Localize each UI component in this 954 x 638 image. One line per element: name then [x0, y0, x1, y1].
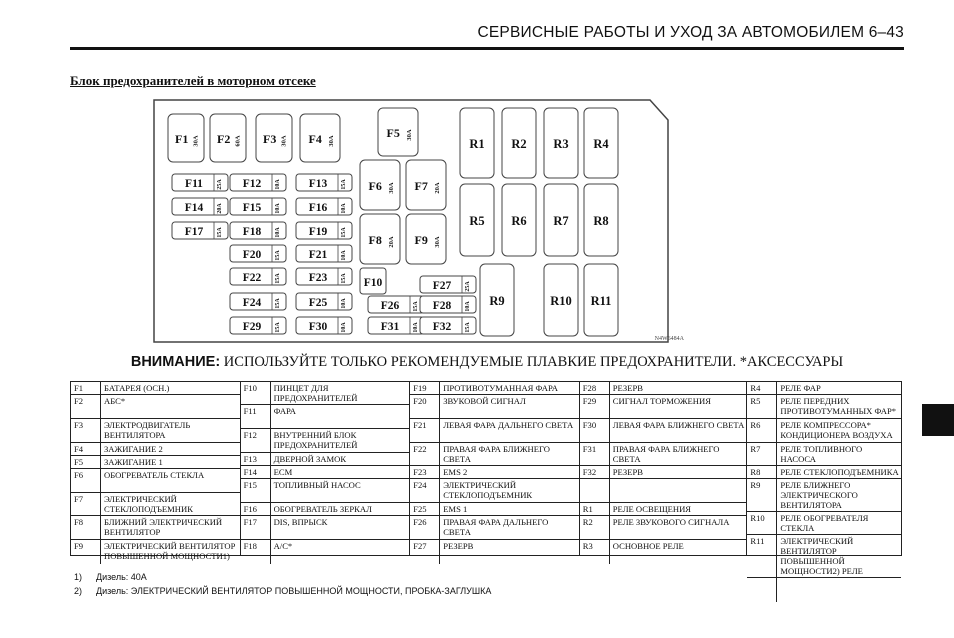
table-row — [410, 382, 579, 395]
diagram-code: N4W6484A — [654, 336, 684, 342]
fuse-code: R10 — [747, 512, 777, 535]
fuse-description: A/C* — [273, 541, 293, 551]
relay-label: R3 — [553, 137, 569, 151]
fuse-label: F6 — [368, 179, 382, 193]
fuse-description: РЕЗЕРВ — [609, 466, 746, 479]
fuse-code: F14 — [241, 466, 271, 479]
fuse-code: F7 — [71, 493, 101, 516]
table-row — [747, 443, 901, 466]
table-row — [241, 503, 410, 516]
fuse-label: F24 — [242, 297, 262, 309]
fuse-amp: 15A — [413, 301, 419, 312]
fuse-description: РЕЛЕ ПЕРЕДНИХ ПРОТИВОТУМАННЫХ ФАР* — [777, 395, 901, 419]
fuse-description: СИГНАЛ ТОРМОЖЕНИЯ — [609, 395, 746, 419]
fuse-amp: 10A — [341, 322, 347, 333]
table-row — [580, 516, 747, 540]
fuse-amp: 15A — [275, 273, 281, 284]
fuse-amp: 30A — [387, 182, 395, 194]
relay-label: R9 — [489, 294, 505, 308]
fuse-code: F19 — [410, 382, 440, 395]
fuse-code: F25 — [410, 503, 440, 516]
fuse-table-column — [410, 382, 580, 555]
fuse-amp: 10A — [341, 298, 347, 309]
fuse-description: РЕЛЕ БЛИЖНЕГО ЭЛЕКТРИЧЕСКОГО ВЕНТИЛЯТОРА — [777, 479, 901, 512]
table-row — [410, 540, 579, 564]
chapter-tab-marker — [922, 404, 954, 436]
fuse-description: ECM — [270, 466, 409, 479]
fuse-description: ОБОГРЕВАТЕЛЬ ЗЕРКАЛ — [270, 503, 409, 516]
table-row — [410, 395, 579, 419]
fuse-amp: 25A — [217, 179, 223, 190]
table-row — [747, 419, 901, 443]
table-row — [747, 466, 901, 479]
fuse-code: F32 — [580, 466, 610, 479]
fuse-code: F23 — [410, 466, 440, 479]
fuse-label: F23 — [308, 272, 328, 284]
fuse-description: РЕЛЕ КОМПРЕССОРА* КОНДИЦИОНЕРА ВОЗДУХА — [777, 419, 901, 443]
fuse-table-column — [71, 382, 241, 561]
table-row — [747, 535, 901, 578]
fuse-amp: 20A — [217, 203, 223, 214]
fuse-label: F12 — [242, 178, 262, 190]
fuse-description: БЛИЖНИЙ ЭЛЕКТРИЧЕСКИЙ ВЕНТИЛЯТОР — [101, 516, 240, 540]
fuse-description: ТОПЛИВНЫЙ НАСОС — [270, 479, 409, 503]
fuse-amp: 15A — [275, 322, 281, 333]
table-row — [71, 516, 240, 540]
warning-text: ИСПОЛЬЗУЙТЕ ТОЛЬКО РЕКОМЕНДУЕМЫЕ ПЛАВКИЕ ПРЕДОХРАНИТЕЛИ. *АКСЕССУАРЫ — [220, 354, 844, 370]
fuse-code: F3 — [71, 419, 101, 443]
fuse-code: R2 — [580, 516, 610, 540]
fuse-code: R7 — [747, 443, 777, 466]
fuse-amp: 10A — [465, 301, 471, 312]
fuse-code: F12 — [241, 429, 271, 453]
fuse-label: F22 — [242, 272, 262, 284]
fuse-code: F27 — [410, 540, 440, 564]
fuse-description: ЭЛЕКТРОДВИГАТЕЛЬ ВЕНТИЛЯТОРА — [101, 419, 240, 443]
fuse-code — [747, 578, 777, 602]
fuse-amp: 30A — [327, 135, 335, 147]
table-row — [580, 443, 747, 466]
fuse-label: F7 — [414, 179, 428, 193]
fuse-amp: 25A — [465, 281, 471, 292]
table-row — [747, 479, 901, 512]
fuse-code: F10 — [241, 382, 271, 405]
fuse-code: F5 — [71, 456, 101, 469]
fuse-description: АБС* — [101, 395, 240, 419]
table-row — [580, 479, 747, 503]
table-row — [71, 469, 240, 493]
fuse-amp: 30A — [192, 135, 200, 147]
fuse-description: ЛЕВАЯ ФАРА БЛИЖНЕГО СВЕТА — [609, 419, 746, 443]
fuse-label: F8 — [368, 233, 382, 247]
relay-label: R10 — [550, 294, 572, 308]
table-row — [241, 429, 410, 453]
fuse-description: ПРАВАЯ ФАРА БЛИЖНЕГО СВЕТА — [440, 443, 579, 466]
fuse-table-column — [241, 382, 411, 555]
table-row — [71, 382, 240, 395]
relay-label: R2 — [511, 137, 527, 151]
table-row — [747, 578, 901, 602]
fuse-description: РЕЗЕРВ — [443, 541, 474, 551]
fuse-code: F8 — [71, 516, 101, 540]
footnotes — [74, 570, 491, 598]
relay-label: R7 — [553, 214, 569, 228]
table-row — [241, 453, 410, 466]
relay-label: R4 — [593, 137, 609, 151]
fuse-code: F20 — [410, 395, 440, 419]
fuse-label: F30 — [308, 321, 328, 333]
fuse-code: R4 — [747, 382, 777, 395]
fuse-description: РЕЛЕ СТЕКЛОПОДЪЕМНИКА — [777, 466, 901, 479]
fuse-code: F26 — [410, 516, 440, 540]
fuse-label: F20 — [242, 249, 262, 261]
fuse-amp: 10A — [275, 179, 281, 190]
table-row — [241, 382, 410, 405]
table-row — [71, 443, 240, 456]
fuse-code: F2 — [71, 395, 101, 419]
fuse-description: ПРАВАЯ ФАРА ДАЛЬНЕГО СВЕТА — [440, 516, 579, 540]
fuse-code: R6 — [747, 419, 777, 443]
fuse-amp: 15A — [275, 250, 281, 261]
table-row — [410, 516, 579, 540]
fuse-amp: 15A — [341, 227, 347, 238]
fuse-label: F13 — [308, 178, 328, 190]
fuse-amp: 10A — [341, 203, 347, 214]
fuse-code: F31 — [580, 443, 610, 466]
relay-label: R11 — [590, 294, 612, 308]
fuse-code: R3 — [580, 540, 610, 564]
fuse-amp: 15A — [217, 227, 223, 238]
fuse-label: F25 — [308, 297, 328, 309]
fuse-table-column — [747, 382, 901, 576]
fuse-label: F18 — [242, 226, 262, 238]
header-title: СЕРВИСНЫЕ РАБОТЫ И УХОД ЗА АВТОМОБИЛЕМ 6–43 — [477, 24, 904, 41]
fuse-label: F3 — [263, 132, 277, 146]
table-row — [71, 493, 240, 516]
fuse-code: R9 — [747, 479, 777, 512]
table-row — [410, 443, 579, 466]
section-subtitle: Блок предохранителей в моторном отсеке — [70, 73, 316, 88]
header-rule — [70, 47, 904, 50]
fuse-description: ЗВУКОВОЙ СИГНАЛ — [440, 395, 579, 419]
table-row — [747, 512, 901, 535]
fuse-code: F22 — [410, 443, 440, 466]
footnote-2: 2) Дизель: ЭЛЕКТРИЧЕСКИЙ ВЕНТИЛЯТОР ПОВЫШЕННОЙ МОЩНОСТИ, ПРОБКА-ЗАГЛУШКА — [74, 586, 492, 596]
fuse-label: F14 — [184, 202, 204, 214]
table-row — [580, 503, 747, 516]
fuse-amp: 30A — [280, 135, 288, 147]
table-row — [241, 466, 410, 479]
fuse-description: ФАРА — [270, 405, 409, 429]
fuse-amp: 15A — [465, 322, 471, 333]
fuse-amp: 10A — [275, 227, 281, 238]
fuse-description: ПИНЦЕТ ДЛЯ ПРЕДОХРАНИТЕЛЕЙ — [270, 382, 409, 405]
fuse-amp: 15A — [275, 298, 281, 309]
fuse-table-column — [580, 382, 748, 555]
table-row — [410, 503, 579, 516]
fuse-label: F21 — [308, 249, 328, 261]
fuse-amp: 20A — [433, 182, 441, 194]
table-row — [580, 540, 747, 564]
fuse-code: R1 — [580, 503, 610, 516]
fuse-description: ПРОТИВОТУМАННАЯ ФАРА — [440, 382, 579, 395]
fuse-label: F17 — [184, 226, 204, 238]
fuse-code: F15 — [241, 479, 271, 503]
fuse-label: F31 — [380, 321, 400, 333]
fuse-amp: 30A — [433, 236, 441, 248]
fuse-box-diagram — [152, 98, 684, 346]
fuse-label: F1 — [175, 132, 189, 146]
fuse-code: F4 — [71, 443, 101, 456]
fuse-description: ЭЛЕКТРИЧЕСКИЙ ВЕНТИЛЯТОР ПОВЫШЕННОЙ МОЩНОСТИ2) РЕЛЕ — [777, 535, 901, 578]
fuse-code: F29 — [580, 395, 610, 419]
fuse-label: F15 — [242, 202, 262, 214]
fuse-description: ВНУТРЕННИЙ БЛОК ПРЕДОХРАНИТЕЛЕЙ — [270, 429, 409, 453]
fuse-description: РЕЛЕ ОБОГРЕВАТЕЛЯ СТЕКЛА — [777, 512, 901, 535]
fuse-label: F10 — [363, 277, 383, 289]
table-row — [71, 540, 240, 564]
fuse-amp: 15A — [341, 273, 347, 284]
relay-label: R5 — [469, 214, 485, 228]
fuse-description: EMS 1 — [440, 503, 579, 516]
fuse-label: F32 — [432, 321, 452, 333]
fuse-description: БАТАРЕЯ (ОСН.) — [101, 382, 240, 395]
fuse-amp: 10A — [275, 203, 281, 214]
table-row — [241, 540, 410, 564]
table-row — [747, 382, 901, 395]
fuse-description — [777, 578, 901, 602]
fuse-label: F28 — [432, 300, 452, 312]
fuse-label: F26 — [380, 300, 400, 312]
fuse-amp: 10A — [413, 322, 419, 333]
table-row — [580, 419, 747, 443]
fuse-code: F30 — [580, 419, 610, 443]
fuse-code: F6 — [71, 469, 101, 493]
relay-label: R6 — [511, 214, 527, 228]
fuse-code: F28 — [580, 382, 610, 395]
fuse-amp: 30A — [405, 129, 413, 141]
fuse-label: F11 — [185, 178, 203, 190]
fuse-amp: 20A — [387, 236, 395, 248]
fuse-description: РЕЗЕРВ — [609, 382, 746, 395]
fuse-description: ЗАЖИГАНИЕ 1 — [101, 456, 240, 469]
fuse-description: ЭЛЕКТРИЧЕСКИЙ ВЕНТИЛЯТОР ПОВЫШЕННОЙ МОЩНОСТИ1) — [104, 541, 236, 561]
table-row — [580, 466, 747, 479]
fuse-description: ЛЕВАЯ ФАРА ДАЛЬНЕГО СВЕТА — [440, 419, 579, 443]
fuse-code: R8 — [747, 466, 777, 479]
fuse-description: РЕЛЕ ОСВЕЩЕНИЯ — [609, 503, 746, 516]
fuse-description: РЕЛЕ ТОПЛИВНОГО НАСОСА — [777, 443, 901, 466]
fuse-amp: 10A — [341, 250, 347, 261]
fuse-label: F27 — [432, 280, 452, 292]
table-row — [410, 466, 579, 479]
fuse-amp: 60A — [234, 135, 242, 147]
table-row — [410, 419, 579, 443]
fuse-description: DIS, ВПРЫСК — [270, 516, 409, 540]
footnote-1: 1) Дизель: 40А — [74, 572, 147, 582]
fuse-label: F16 — [308, 202, 328, 214]
fuse-description: ОБОГРЕВАТЕЛЬ СТЕКЛА — [101, 469, 240, 493]
fuse-description: EMS 2 — [440, 466, 579, 479]
fuse-description: РЕЛЕ ЗВУКОВОГО СИГНАЛА — [609, 516, 746, 540]
relay-label: R8 — [593, 214, 609, 228]
table-row — [580, 395, 747, 419]
fuse-code — [580, 479, 610, 503]
table-row — [410, 479, 579, 503]
fuse-code: F11 — [241, 405, 271, 429]
page-header — [70, 22, 904, 48]
fuse-code: F16 — [241, 503, 271, 516]
fuse-description: ЗАЖИГАНИЕ 2 — [101, 443, 240, 456]
table-row — [71, 456, 240, 469]
table-row — [747, 395, 901, 419]
fuse-code: F9 — [71, 540, 101, 564]
fuse-label: F5 — [386, 126, 400, 140]
fuse-code: R5 — [747, 395, 777, 419]
fuse-description: РЕЛЕ ФАР — [777, 382, 901, 395]
table-row — [580, 382, 747, 395]
table-row — [71, 395, 240, 419]
fuse-code: F17 — [241, 516, 271, 540]
fuse-label: F29 — [242, 321, 262, 333]
table-row — [241, 405, 410, 429]
fuse-code: F21 — [410, 419, 440, 443]
fuse-description: ЭЛЕКТРИЧЕСКИЙ СТЕКЛОПОДЪЕМНИК — [101, 493, 240, 516]
table-row — [241, 479, 410, 503]
fuse-description: ОСНОВНОЕ РЕЛЕ — [612, 541, 684, 551]
table-row — [71, 419, 240, 443]
relay-label: R1 — [469, 137, 485, 151]
fuse-description: ДВЕРНОЙ ЗАМОК — [270, 453, 409, 466]
fuse-code: F18 — [241, 540, 271, 564]
fuse-label: F9 — [414, 233, 428, 247]
fuse-code: F24 — [410, 479, 440, 503]
fuse-table — [70, 381, 902, 576]
fuse-label: F2 — [217, 132, 231, 146]
warning-label: ВНИМАНИЕ: — [130, 354, 221, 370]
table-row — [241, 516, 410, 540]
fuse-label: F4 — [308, 132, 322, 146]
fuse-code: F1 — [71, 382, 101, 395]
fuse-label: F19 — [308, 226, 328, 238]
fuse-amp: 15A — [341, 179, 347, 190]
warning-line — [70, 354, 904, 371]
fuse-code: F13 — [241, 453, 271, 466]
fuse-description: ПРАВАЯ ФАРА БЛИЖНЕГО СВЕТА — [609, 443, 746, 466]
fuse-description: ЭЛЕКТРИЧЕСКИЙ СТЕКЛОПОДЪЕМНИК — [440, 479, 579, 503]
fuse-description — [609, 479, 746, 503]
fuse-code: R11 — [747, 535, 777, 578]
